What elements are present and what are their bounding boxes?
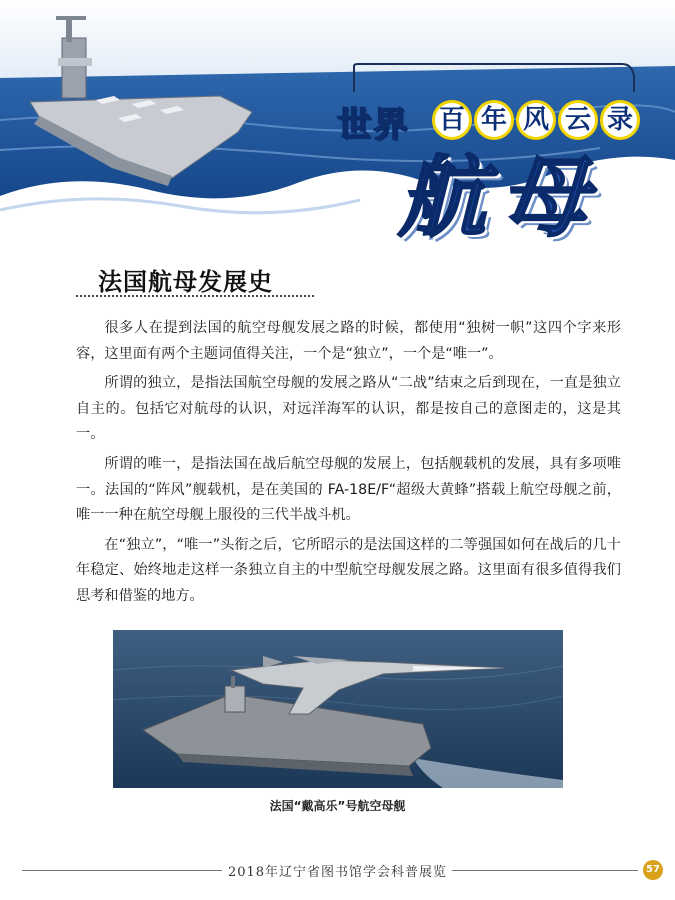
title-char: 百 bbox=[432, 100, 472, 140]
paragraph: 很多人在提到法国的航空母舰发展之路的时候，都使用“独树一帜”这四个字来形容，这里面有两个主题词值得关注，一个是“独立”，一个是“唯一”。 bbox=[76, 320, 621, 362]
title-world: 世界 bbox=[337, 105, 409, 145]
footer-text: 2018年辽宁省图书馆学会科普展览 bbox=[227, 865, 448, 880]
charles-de-gaulle-photo bbox=[113, 630, 563, 788]
paragraph: 所谓的唯一，是指法国在战后航空母舰的发展上，包括舰载机的发展，具有多项唯一。法国的“阵风”舰载机，是在美国的 FA-18E/F“超级大黄蜂”搭载上航空母舰之前，唯一一种在航空母舰上服役的三代半战斗机。 bbox=[76, 455, 621, 524]
title-frame-line bbox=[352, 62, 636, 94]
photo-caption: 法国“戴高乐”号航空母舰 bbox=[269, 799, 406, 813]
title-carrier: 航母 bbox=[398, 145, 603, 249]
page-number: 57 bbox=[643, 860, 663, 880]
paragraph: 在“独立”，“唯一”头衔之后，它所昭示的是法国这样的二等强国如何在战后的几十年稳定、始终地走这样一条独立自主的中型航空母舰发展之路。这里面有很多值得我们思考和借鉴的地方。 bbox=[76, 536, 621, 604]
section-divider bbox=[76, 295, 314, 297]
section-title: 法国航母发展史 bbox=[98, 268, 273, 296]
title-char: 录 bbox=[600, 100, 640, 140]
title-char: 年 bbox=[474, 100, 514, 140]
title-char: 风 bbox=[516, 100, 556, 140]
title-char: 云 bbox=[558, 100, 598, 140]
paragraph: 所谓的独立，是指法国航空母舰的发展之路从“二战”结束之后到现在，一直是独立自主的。包括它对航母的认识，对远洋海军的认识，都是按自己的意图走的，这是其一。 bbox=[76, 375, 621, 443]
header-banner bbox=[0, 0, 675, 250]
article-body bbox=[76, 316, 621, 614]
